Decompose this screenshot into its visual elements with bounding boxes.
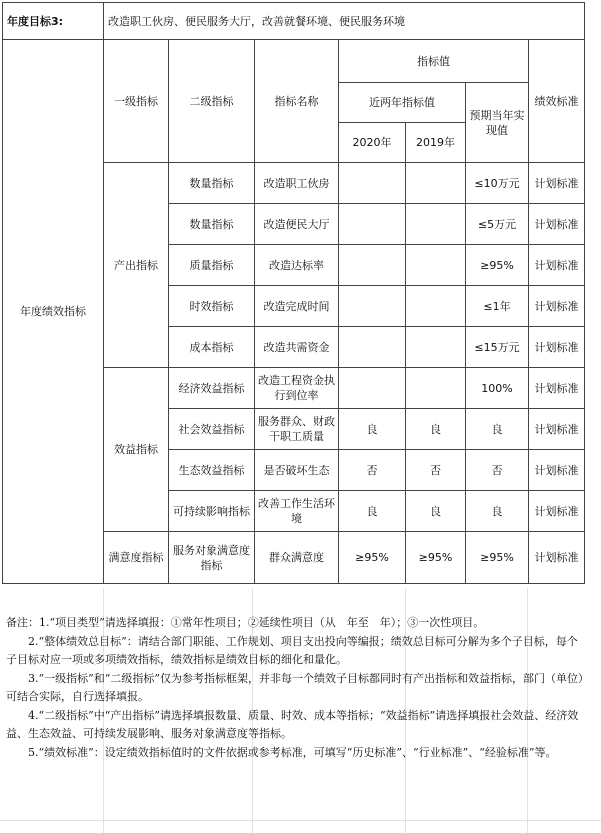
col-year-2020: 2020年 — [339, 123, 406, 163]
value-2019 — [406, 163, 466, 204]
value-2019 — [406, 204, 466, 245]
value-2020: 良 — [339, 409, 406, 450]
level2-cell: 数量指标 — [169, 163, 255, 204]
level2-cell: 经济效益指标 — [169, 368, 255, 409]
level2-cell: 可持续影响指标 — [169, 491, 255, 532]
value-2019: 良 — [406, 491, 466, 532]
col-recent-two-years: 近两年指标值 — [339, 83, 466, 123]
standard-value: 计划标准 — [529, 368, 585, 409]
value-2020: 良 — [339, 491, 406, 532]
value-2019 — [406, 327, 466, 368]
note-4: 4.“二级指标”中“产出指标”请选择填报数量、质量、时效、成本等指标；“效益指标”请选择填报社会效益、经济效益、生态效益、可持续发展影响、服务对象满意度等指标。 — [6, 708, 579, 740]
header-content: 改造职工伙房、便民服务大厅，改善就餐环境、便民服务环境 — [104, 3, 585, 40]
indicator-name: 改造便民大厅 — [255, 204, 339, 245]
value-2019: ≥95% — [406, 532, 466, 584]
col-year-2019: 2019年 — [406, 123, 466, 163]
indicator-name: 改造达标率 — [255, 245, 339, 286]
standard-value: 计划标准 — [529, 532, 585, 584]
indicator-name: 改造工程资金执行到位率 — [255, 368, 339, 409]
value-2020: ≥95% — [339, 532, 406, 584]
col-standard: 绩效标准 — [529, 40, 585, 163]
indicator-name: 改善工作生活环境 — [255, 491, 339, 532]
performance-table — [2, 2, 585, 584]
level2-cell: 成本指标 — [169, 327, 255, 368]
value-2019: 否 — [406, 450, 466, 491]
note-1: 备注：1.“项目类型”请选择填报：①常年性项目；②延续性项目（从 年至 年）；③一次性项目。 — [6, 616, 485, 629]
value-2020 — [339, 245, 406, 286]
indicator-name: 服务群众、财政干职工质量 — [255, 409, 339, 450]
expected-value: ≤10万元 — [466, 163, 529, 204]
indicator-name: 改造职工伙房 — [255, 163, 339, 204]
standard-value: 计划标准 — [529, 245, 585, 286]
value-2020 — [339, 368, 406, 409]
standard-value: 计划标准 — [529, 204, 585, 245]
col-expected: 预期当年实现值 — [466, 83, 529, 163]
note-3: 3.“一级指标”和“二级指标”仅为参考指标框架，并非每一个绩效子目标都同时有产出指标和效益指标，部门（单位）可结合实际，自行选择填报。 — [6, 671, 584, 703]
value-2020: 否 — [339, 450, 406, 491]
value-2019: 良 — [406, 409, 466, 450]
col-value-group: 指标值 — [339, 40, 529, 83]
standard-value: 计划标准 — [529, 491, 585, 532]
level2-cell: 数量指标 — [169, 204, 255, 245]
expected-value: ≤15万元 — [466, 327, 529, 368]
section-label: 年度绩效指标 — [3, 40, 104, 584]
expected-value: 良 — [466, 409, 529, 450]
notes-block — [6, 614, 584, 762]
expected-value: 否 — [466, 450, 529, 491]
level2-cell: 生态效益指标 — [169, 450, 255, 491]
note-5: 5.“绩效标准”：设定绩效指标值时的文件依据或参考标准，可填写“历史标准”、“行业标准”、“经验标准”等。 — [28, 745, 557, 759]
col-level1: 一级指标 — [104, 40, 169, 163]
value-2020 — [339, 163, 406, 204]
indicator-name: 是否破坏生态 — [255, 450, 339, 491]
expected-value: ≥95% — [466, 245, 529, 286]
level2-cell: 社会效益指标 — [169, 409, 255, 450]
value-2020 — [339, 286, 406, 327]
col-level2: 二级指标 — [169, 40, 255, 163]
header-label: 年度目标3: — [3, 3, 104, 40]
col-name: 指标名称 — [255, 40, 339, 163]
value-2020 — [339, 204, 406, 245]
value-2019 — [406, 286, 466, 327]
standard-value: 计划标准 — [529, 409, 585, 450]
expected-value: ≤5万元 — [466, 204, 529, 245]
level2-cell: 服务对象满意度指标 — [169, 532, 255, 584]
note-2: 2.“整体绩效总目标”：请结合部门职能、工作规划、项目支出投向等编报；绩效总目标可分解为多个子目标，每个子目标对应一项或多项绩效指标，绩效指标是绩效目标的细化和量化。 — [6, 634, 578, 666]
indicator-name: 群众满意度 — [255, 532, 339, 584]
expected-value: 良 — [466, 491, 529, 532]
standard-value: 计划标准 — [529, 450, 585, 491]
indicator-name: 改造共需资金 — [255, 327, 339, 368]
level1-benefit: 效益指标 — [104, 368, 169, 532]
level1-output: 产出指标 — [104, 163, 169, 368]
level2-cell: 质量指标 — [169, 245, 255, 286]
value-2019 — [406, 368, 466, 409]
value-2019 — [406, 245, 466, 286]
expected-value: ≥95% — [466, 532, 529, 584]
sheet-gridline — [0, 820, 601, 821]
expected-value: ≤1年 — [466, 286, 529, 327]
standard-value: 计划标准 — [529, 163, 585, 204]
level1-satisfaction: 满意度指标 — [104, 532, 169, 584]
level2-cell: 时效指标 — [169, 286, 255, 327]
indicator-name: 改造完成时间 — [255, 286, 339, 327]
value-2020 — [339, 327, 406, 368]
standard-value: 计划标准 — [529, 327, 585, 368]
expected-value: 100% — [466, 368, 529, 409]
standard-value: 计划标准 — [529, 286, 585, 327]
